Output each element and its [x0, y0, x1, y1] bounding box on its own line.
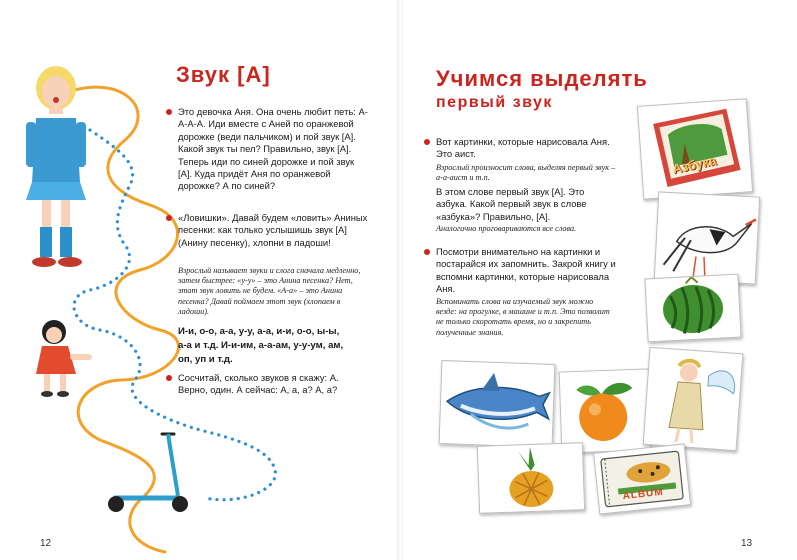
card-alphabet-book: [637, 98, 753, 199]
page-title-right-line1: Учимся выделять: [436, 66, 648, 91]
paragraph-anya-sings: Это девочка Аня. Она очень любит петь: А-А-А-А. Иди вместе с Аней по оранжевой дорожке (веди пальчиком) и пой звук [А]. Какой звук ты пел? Правильно, звук [А]. Теперь иди по синей дорожке и пой звук [А]. Куда придёт Аня по оранжевой дорожке? А по синей?: [178, 106, 368, 192]
paragraph-remember-pictures: Посмотри внимательно на картинки и постарайся их запомнить. Закрой книгу и вспомни картинки, которые нарисовала Аня.: [436, 246, 616, 295]
note-recall-words: Вспоминать слова на изучаемый звук можно везде: на прогулке, в машине и т.п. Это позволит не только скоротать время, но и закрепить полученные знания.: [436, 297, 610, 337]
syllables-line-2: а-а и т.д. И-и-им, а-а-ам, у-у-ум, ам,: [178, 340, 344, 351]
syllables-line-1: И-и, о-о, а-а, у-у, а-а, и-и, о-о, ы-ы,: [178, 326, 340, 337]
syllables-line-3: оп, уп и т.д.: [178, 354, 233, 365]
card-shark: [439, 360, 556, 448]
shark-icon: [440, 361, 555, 447]
orange-fruit-icon: [560, 369, 651, 452]
paragraph-first-sound-a: В этом слове первый звук [А]. Это азбука. Какой первый звук в слове «азбука»? Правильно, [А].: [436, 186, 587, 222]
page-number-right: 13: [741, 538, 753, 549]
doll-illustration: [32, 318, 104, 400]
card-angel: [643, 347, 744, 451]
album-label: ALBUM: [622, 486, 665, 503]
angel-icon: [644, 348, 742, 450]
alphabet-book-label: Азбука: [671, 152, 718, 177]
card-orange: [559, 368, 652, 453]
paragraph-catch-game: «Ловишки». Давай будем «ловить» Аниных песенки: как только услышишь звук [А] (Анину песенку), хлопни в ладоши!: [178, 212, 368, 248]
left-page: [0, 0, 397, 560]
page-title-right-line2: первый звук: [436, 94, 553, 111]
page-number-left: 12: [40, 538, 52, 549]
card-watermelon: [644, 274, 741, 343]
paragraph-count-sounds: Сосчитай, сколько звуков я скажу: А. Верно, один. А сейчас: А, а, а? А, а?: [178, 372, 368, 397]
card-stork: [654, 191, 760, 284]
stork-icon: [655, 192, 759, 283]
pineapple-icon: [478, 443, 584, 513]
note-first-sound: Взрослый произносит слова, выделяя первый звук – а-а-аист и т.п.: [436, 163, 616, 183]
alphabet-book-icon: [638, 99, 752, 198]
album-icon: [594, 444, 690, 513]
scooter-illustration: [100, 428, 200, 516]
girl-anya-illustration: [18, 62, 96, 282]
card-album: [593, 443, 691, 514]
note-adult-instructions: Взрослый называет звуки и слога сначала медленно, затем быстрее: «у-у» – это Анина песенка? Нет, этот звук ловить не будем. «А-а» – это Анина песенка? Давай поймаем этот звук (хлопаем в ладоши).: [178, 266, 361, 316]
watermelon-icon: [645, 275, 740, 342]
paragraph-pictures-intro: Вот картинки, которые нарисовала Аня. Это аист.: [436, 136, 616, 161]
note-all-words: Аналогично проговариваются все слова.: [436, 224, 577, 233]
page-title-left: Звук [А]: [176, 62, 271, 87]
card-pineapple: [477, 442, 585, 514]
